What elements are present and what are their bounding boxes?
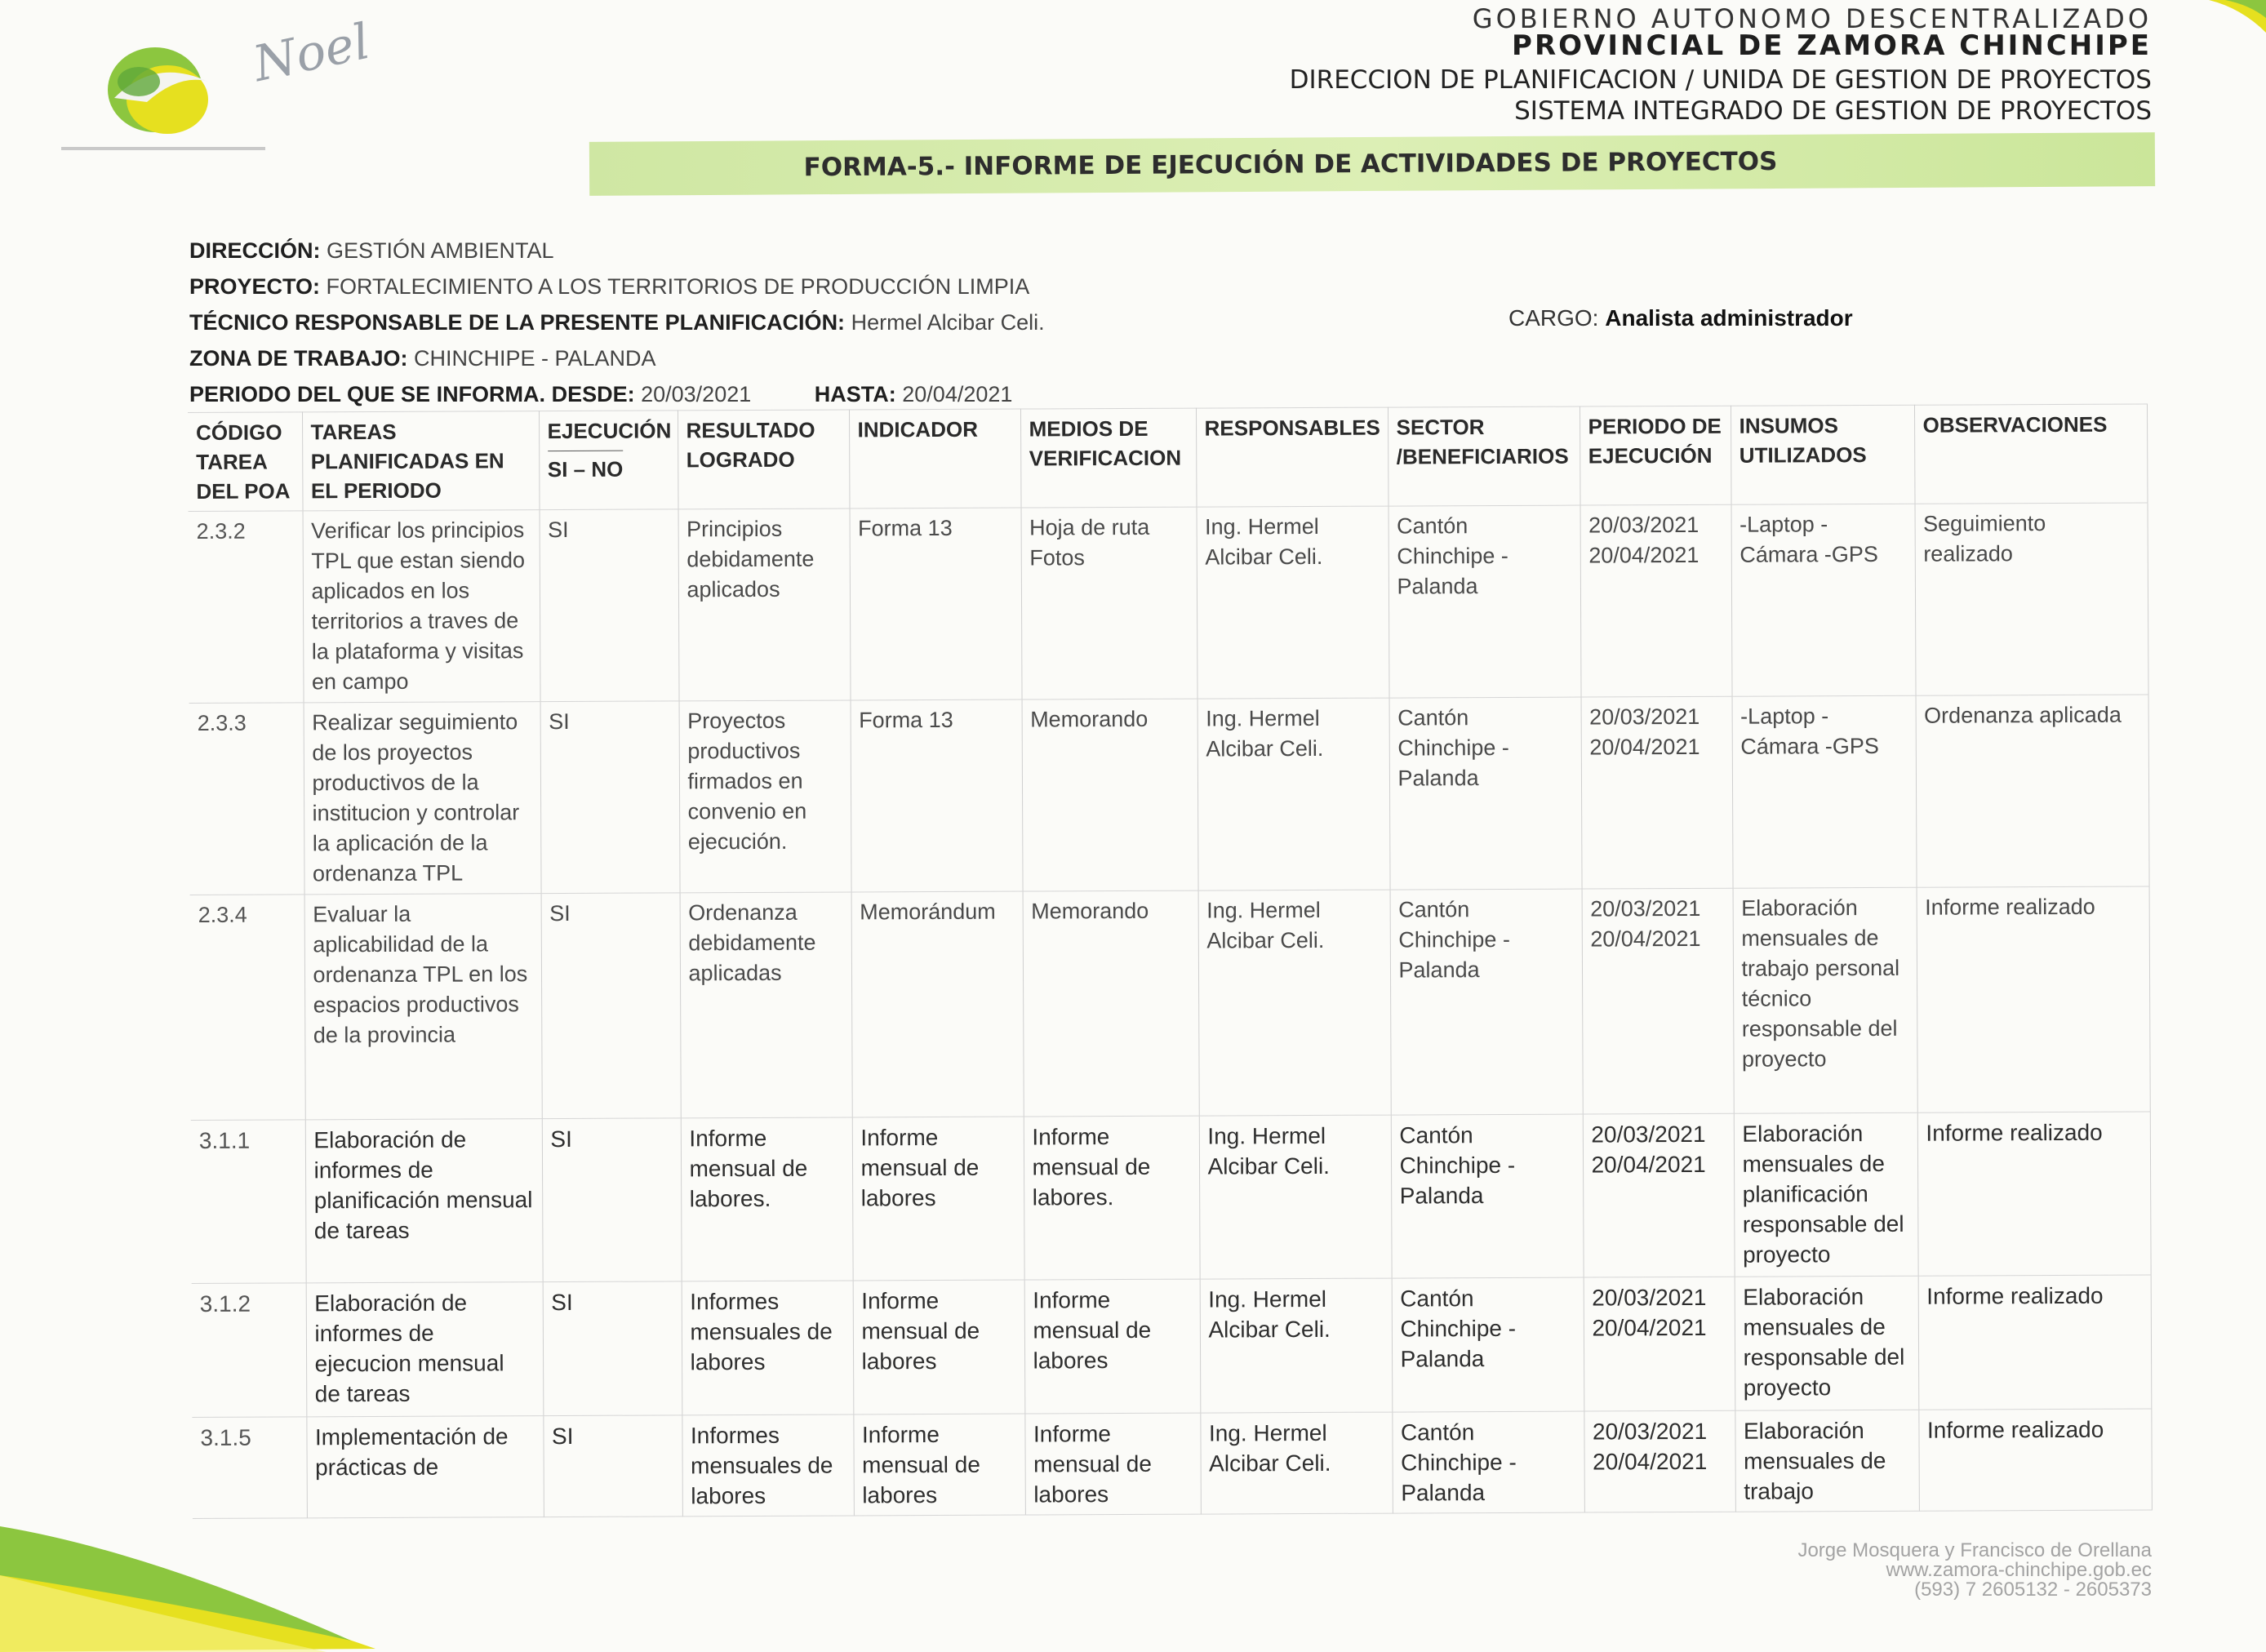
- footer-web: www.zamora-chinchipe.gob.ec: [1886, 1559, 2152, 1581]
- col-responsables: RESPONSABLES: [1196, 407, 1388, 507]
- cell-periodo: [1584, 1410, 1735, 1512]
- periodo-desde: 20/03/2021: [1590, 895, 1701, 921]
- meta-cargo: [1508, 305, 1853, 331]
- table-row: [189, 503, 2148, 703]
- cell-codigo: 2.3.4: [190, 895, 305, 1121]
- cell-tarea: Verificar los principios TPL que estan siendo aplicados en los territorios a traves de la plataforma y visitas en campo: [303, 510, 540, 703]
- cell-periodo: [1583, 1113, 1735, 1277]
- cell-indicador: Forma 13: [851, 699, 1023, 892]
- cell-codigo: 2.3.3: [189, 703, 304, 895]
- cell-resultado: Informes mensuales de labores: [682, 1414, 854, 1517]
- cell-observaciones: Seguimiento realizado: [1915, 503, 2148, 695]
- cell-ejecucion: SI: [541, 893, 681, 1119]
- cell-responsables: Ing. Hermel Alcibar Celi.: [1200, 1278, 1393, 1413]
- signature: Noel: [248, 12, 375, 94]
- cell-resultado: Ordenanza debidamente aplicadas: [680, 892, 852, 1118]
- periodo-hasta: 20/04/2021: [1591, 1151, 1706, 1178]
- cell-insumos: -Laptop -Cámara -GPS: [1731, 504, 1916, 696]
- cell-indicador: Forma 13: [850, 508, 1022, 700]
- meta-zona: [189, 346, 656, 371]
- cell-insumos: Elaboración mensuales de planificación responsable del proyecto: [1734, 1112, 1918, 1277]
- direccion-value: GESTIÓN AMBIENTAL: [327, 238, 554, 263]
- periodo-desde: 20/03/2021: [1589, 704, 1700, 730]
- periodo-hasta: 20/04/2021: [1593, 1448, 1708, 1475]
- cell-responsables: Ing. Hermel Alcibar Celi.: [1199, 1115, 1392, 1279]
- periodo-label: PERIODO DEL QUE SE INFORMA.: [189, 382, 546, 406]
- col-codigo: CÓDIGO TAREA DEL POA: [188, 412, 303, 512]
- cell-observaciones: Informe realizado: [1917, 886, 2150, 1112]
- direccion-label: DIRECCIÓN:: [189, 238, 321, 263]
- cell-insumos: -Laptop -Cámara -GPS: [1732, 695, 1917, 888]
- col-medios: MEDIOS DE VERIFICACION: [1020, 408, 1197, 508]
- periodo-desde: 20/03/2021: [1592, 1418, 1708, 1445]
- periodo-desde: 20/03/2021: [1592, 1284, 1707, 1311]
- table-row: [190, 886, 2150, 1120]
- col-periodo: PERIODO DE EJECUCIÓN: [1580, 406, 1731, 505]
- col-insumos: INSUMOS UTILIZADOS: [1731, 405, 1915, 504]
- cell-observaciones: Informe realizado: [1918, 1275, 2152, 1410]
- cell-sector: Cantón Chinchipe - Palanda: [1391, 1114, 1584, 1278]
- periodo-hasta: 20/04/2021: [1589, 734, 1700, 760]
- cell-observaciones: Informe realizado: [1917, 1112, 2151, 1276]
- periodo-desde: 20/03/2021: [1588, 512, 1700, 538]
- cell-sector: Cantón Chinchipe - Palanda: [1388, 505, 1581, 698]
- corner-decoration-bottom: [0, 1526, 375, 1652]
- cell-medios: Informe mensual de labores: [1024, 1413, 1201, 1515]
- cell-indicador: Memorándum: [851, 891, 1024, 1117]
- header-sistema: SISTEMA INTEGRADO DE GESTION DE PROYECTOS: [1514, 96, 2152, 126]
- cell-insumos: Elaboración mensuales de trabajo: [1735, 1410, 1919, 1512]
- cell-medios: Informe mensual de labores.: [1024, 1116, 1200, 1280]
- col-ejecucion-label: EJECUCIÓN: [547, 418, 672, 444]
- cell-sector: Cantón Chinchipe - Palanda: [1389, 697, 1582, 890]
- table-header-row: [188, 404, 2148, 511]
- cell-ejecucion: SI: [543, 1415, 682, 1517]
- hasta-value: 20/04/2021: [902, 382, 1013, 406]
- cell-sector: Cantón Chinchipe - Palanda: [1390, 889, 1583, 1115]
- cell-ejecucion: SI: [542, 1118, 682, 1282]
- cell-ejecucion: SI: [543, 1281, 682, 1416]
- cell-responsables: Ing. Hermel Alcibar Celi.: [1200, 1412, 1393, 1514]
- table-row: [192, 1275, 2152, 1417]
- periodo-hasta: 20/04/2021: [1588, 542, 1700, 568]
- table-row: [192, 1409, 2152, 1518]
- form-title: FORMA-5.- INFORME DE EJECUCIÓN DE ACTIVIDADES DE PROYECTOS: [803, 146, 1778, 183]
- cell-medios: Hoja de ruta Fotos: [1021, 507, 1197, 699]
- col-observaciones: OBSERVACIONES: [1914, 404, 2148, 504]
- cell-sector: Cantón Chinchipe - Palanda: [1392, 1411, 1584, 1513]
- hasta-label: HASTA:: [814, 382, 896, 406]
- cell-periodo: [1580, 504, 1732, 697]
- col-ejecucion-sub: SI – NO: [548, 451, 624, 484]
- zona-value: CHINCHIPE - PALANDA: [414, 346, 656, 371]
- desde-value: 20/03/2021: [641, 382, 752, 406]
- tecnico-value: Hermel Alcibar Celi.: [851, 310, 1045, 335]
- cell-insumos: Elaboración mensuales de trabajo personal técnico responsable del proyecto: [1733, 887, 1917, 1113]
- cell-indicador: Informe mensual de labores: [852, 1117, 1024, 1281]
- cell-responsables: Ing. Hermel Alcibar Celi.: [1198, 890, 1391, 1116]
- cell-sector: Cantón Chinchipe - Palanda: [1392, 1277, 1584, 1412]
- col-sector: SECTOR /BENEFICIARIOS: [1388, 406, 1580, 506]
- form-title-band: [589, 132, 2155, 196]
- periodo-hasta: 20/04/2021: [1592, 1314, 1707, 1341]
- meta-proyecto: [189, 274, 1029, 300]
- cell-tarea: Implementación de prácticas de: [306, 1416, 544, 1518]
- cell-periodo: [1581, 696, 1733, 889]
- cell-codigo: 2.3.2: [189, 511, 304, 704]
- meta-direccion: [189, 238, 554, 264]
- col-ejecucion: [539, 411, 678, 510]
- footer-phone: (593) 7 2605132 - 2605373: [1914, 1579, 2152, 1601]
- col-indicador: INDICADOR: [849, 409, 1021, 508]
- activities-table: [188, 404, 2152, 1519]
- meta-tecnico: [189, 310, 1045, 335]
- cell-codigo: 3.1.5: [192, 1417, 307, 1519]
- cell-tarea: Elaboración de informes de planificación mensual de tareas: [305, 1119, 543, 1283]
- header-gad: GOBIERNO AUTONOMO DESCENTRALIZADO: [1472, 3, 2152, 34]
- col-resultado: RESULTADO LOGRADO: [678, 410, 850, 509]
- cell-responsables: Ing. Hermel Alcibar Celi.: [1197, 698, 1390, 890]
- table-row: [191, 1112, 2151, 1283]
- header-provincial: PROVINCIAL DE ZAMORA CHINCHIPE: [1512, 29, 2152, 62]
- cell-medios: Memorando: [1022, 699, 1198, 891]
- cell-resultado: Informes mensuales de labores: [682, 1281, 854, 1415]
- zona-label: ZONA DE TRABAJO:: [189, 346, 408, 371]
- cell-responsables: Ing. Hermel Alcibar Celi.: [1197, 506, 1389, 699]
- desde-label: DESDE:: [551, 382, 635, 406]
- footer-address: Jorge Mosquera y Francisco de Orellana: [1797, 1539, 2152, 1561]
- cell-codigo: 3.1.1: [191, 1120, 306, 1284]
- proyecto-value: FORTALECIMIENTO A LOS TERRITORIOS DE PRODUCCIÓN LIMPIA: [326, 274, 1030, 299]
- cell-indicador: Informe mensual de labores: [853, 1280, 1025, 1414]
- table-row: [189, 695, 2149, 895]
- cell-ejecucion: SI: [540, 701, 680, 894]
- corner-decoration: [2201, 0, 2266, 49]
- cell-resultado: Informe mensual de labores.: [681, 1117, 853, 1281]
- cell-resultado: Principios debidamente aplicados: [678, 508, 851, 701]
- cell-tarea: Evaluar la aplicabilidad de la ordenanza TPL en los espacios productivos de la provincia: [304, 894, 542, 1120]
- cell-medios: Memorando: [1023, 890, 1199, 1117]
- cell-tarea: Elaboración de informes de ejecucion mensual de tareas: [306, 1282, 544, 1417]
- meta-periodo: [189, 382, 1012, 407]
- cargo-label: CARGO:: [1508, 305, 1599, 331]
- cell-resultado: Proyectos productivos firmados en convenio en ejecución.: [679, 700, 851, 893]
- cargo-value: Analista administrador: [1605, 305, 1853, 331]
- periodo-desde: 20/03/2021: [1591, 1121, 1706, 1148]
- tecnico-label: TÉCNICO RESPONSABLE DE LA PRESENTE PLANIFICACIÓN:: [189, 310, 846, 335]
- cell-indicador: Informe mensual de labores: [853, 1414, 1025, 1516]
- footer-contact: [1797, 1541, 2152, 1600]
- cell-observaciones: Ordenanza aplicada: [1916, 695, 2149, 887]
- cell-tarea: Realizar seguimiento de los proyectos productivos de la institucion y controlar la aplicación de la ordenanza TPL: [304, 702, 541, 895]
- col-tareas: TAREAS PLANIFICADAS EN EL PERIODO: [302, 411, 540, 511]
- header-direccion: DIRECCION DE PLANIFICACION / UNIDA DE GESTION DE PROYECTOS: [1289, 65, 2152, 95]
- cell-observaciones: Informe realizado: [1918, 1409, 2152, 1511]
- cell-periodo: [1584, 1277, 1735, 1411]
- gad-logo: [57, 24, 269, 163]
- cell-insumos: Elaboración mensuales de responsable del proyecto: [1735, 1276, 1919, 1410]
- cell-codigo: 3.1.2: [192, 1283, 307, 1418]
- cell-periodo: [1582, 888, 1734, 1114]
- proyecto-label: PROYECTO:: [189, 274, 321, 299]
- periodo-hasta: 20/04/2021: [1590, 926, 1701, 952]
- cell-ejecucion: SI: [540, 509, 679, 702]
- cell-medios: Informe mensual de labores: [1024, 1279, 1201, 1414]
